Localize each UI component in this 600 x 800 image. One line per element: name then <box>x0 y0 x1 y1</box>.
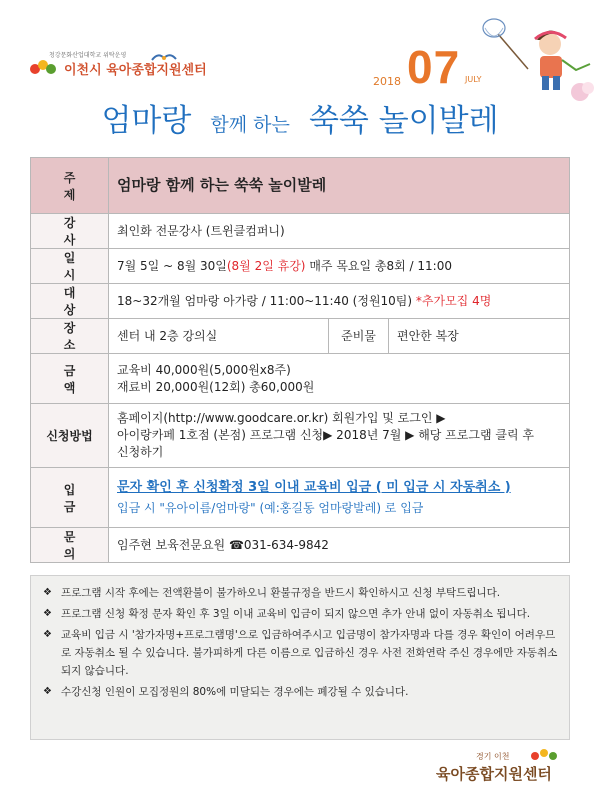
apply-line-3: 신청하기 <box>117 445 164 459</box>
payment-label: 입 금 <box>31 468 109 528</box>
table-row-instructor <box>31 214 570 249</box>
footer-region-label: 경기 이천 <box>476 752 510 761</box>
footer-center-name: 육아종합지원센터 <box>436 765 552 783</box>
prep-label: 준비물 <box>329 319 389 354</box>
month-number: 07 <box>407 41 461 93</box>
main-title <box>0 95 600 140</box>
schedule-break-note: (8월 2일 휴강) <box>226 258 306 273</box>
flyer-header <box>0 0 600 152</box>
table-row-apply <box>31 404 570 468</box>
title-part-2: 함께 하는 <box>210 114 290 136</box>
program-info-table <box>30 157 570 563</box>
child-with-net-illustration <box>480 14 600 102</box>
table-row-target <box>31 284 570 319</box>
table-row-schedule <box>31 249 570 284</box>
extra-recruit-note: *추가모집 4명 <box>415 293 492 308</box>
target-value <box>109 284 570 319</box>
diamond-bullet-icon: ❖ <box>43 587 52 598</box>
fee-line-2: 재료비 20,000원(12회) 총60,000원 <box>117 379 315 394</box>
payment-line-2: 입금 시 "유아이름/엄마랑" (예:홍길동 엄마랑발레) 로 입금 <box>117 500 424 515</box>
apply-line-1: 홈페이지(http://www.goodcare.or.kr) 회원가입 및 로그인 ▶ <box>117 411 446 425</box>
table-row-subject <box>31 158 570 214</box>
notice-item: ❖ 프로그램 신청 확정 문자 확인 후 3일 이내 교육비 입금이 되지 않으면 추가 안내 없이 자동취소 됩니다. <box>39 605 561 623</box>
payment-value <box>109 468 570 528</box>
center-logo <box>30 58 207 78</box>
logo-mark-icon <box>30 58 60 78</box>
schedule-value <box>109 249 570 284</box>
diamond-bullet-icon: ❖ <box>43 629 52 640</box>
notice-item: ❖ 교육비 입금 시 '참가자명+프로그램명'으로 입금하여주시고 입금명이 참가자명과 다를 경우 확인이 어려우므로 자동취소 될 수 있습니다. 불가피하게 다른 이름으로 입금하신 경우 사전 전화연락 주신 경우에만 자동취소 되지 않습니다. <box>39 626 561 680</box>
contact-value: 임주현 보육전문요원 ☎031-634-9842 <box>109 528 570 563</box>
month-name: JULY <box>465 75 482 84</box>
subject-value: 엄마랑 함께 하는 쑥쑥 놀이발레 <box>117 175 327 194</box>
place-value: 센터 내 2층 강의실 <box>109 319 329 354</box>
schedule-detail: 매주 목요일 총8회 / 11:00 <box>305 258 452 273</box>
subject-label: 주 제 <box>31 158 109 214</box>
title-part-1: 엄마랑 <box>101 103 192 139</box>
instructor-label: 강 사 <box>31 214 109 249</box>
notice-item: ❖ 프로그램 시작 후에는 전액환불이 불가하오니 환불규정을 반드시 확인하시고 신청 부탁드립니다. <box>39 584 561 602</box>
prep-value: 편안한 복장 <box>389 319 570 354</box>
year-label: 2018 <box>373 75 401 88</box>
fee-value <box>109 354 570 404</box>
target-label: 대 상 <box>31 284 109 319</box>
schedule-dates: 7월 5일 ~ 8월 30일 <box>117 258 227 273</box>
table-row-payment <box>31 468 570 528</box>
notice-item: ❖ 수강신청 인원이 모집정원의 80%에 미달되는 경우에는 폐강될 수 있습니다. <box>39 683 561 701</box>
title-part-3: 쑥쑥 놀이발레 <box>308 103 499 139</box>
apply-value <box>109 404 570 468</box>
table-row-place <box>31 319 570 354</box>
place-label: 장 소 <box>31 319 109 354</box>
sponsor-line: 청강문화산업대학교 위탁운영 <box>49 52 127 59</box>
notice-box <box>30 575 570 740</box>
fee-label: 금 액 <box>31 354 109 404</box>
table-row-fee <box>31 354 570 404</box>
diamond-bullet-icon: ❖ <box>43 608 52 619</box>
apply-label: 신청방법 <box>31 404 109 468</box>
fee-line-1: 교육비 40,000원(5,000원x8주) <box>117 362 291 377</box>
apply-line-2: 아이랑카페 1호점 (본점) 프로그램 신청▶ 2018년 7월 ▶ 해당 프로그램 클릭 후 <box>117 428 534 442</box>
contact-label: 문 의 <box>31 528 109 563</box>
diamond-bullet-icon: ❖ <box>43 686 52 697</box>
instructor-value: 최인화 전문강사 (트윈클컴퍼니) <box>109 214 570 249</box>
logo-text: 이천시 육아종합지원센터 <box>64 62 207 78</box>
bird-icon <box>150 50 178 64</box>
table-row-contact <box>31 528 570 563</box>
schedule-label: 일 시 <box>31 249 109 284</box>
payment-line-1: 문자 확인 후 신청확정 3일 이내 교육비 입금 ( 미 입금 시 자동취소 ) <box>117 479 511 495</box>
target-text: 18~32개월 엄마랑 아가랑 / 11:00~11:40 (정원10팀) <box>117 293 416 308</box>
footer-logo-mark-icon <box>530 748 560 762</box>
